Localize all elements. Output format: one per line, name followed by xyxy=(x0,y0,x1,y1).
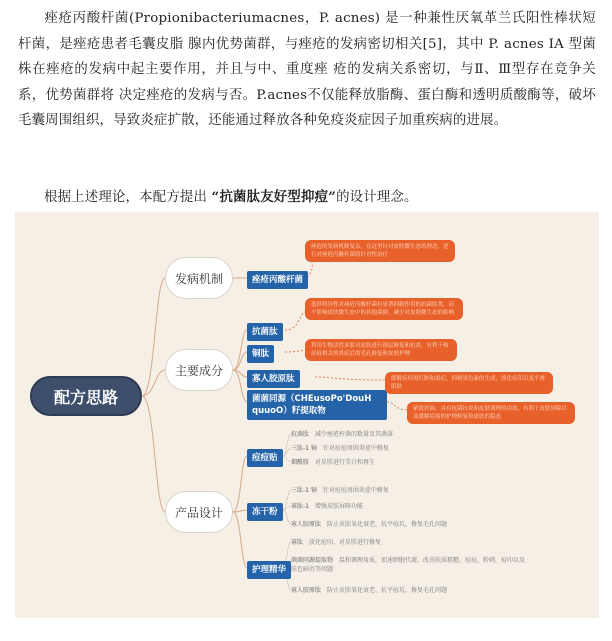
design-item-name: 烟酰胺 xyxy=(291,459,310,466)
design-item-desc: 对皮肤进行美白和再生 xyxy=(315,459,376,466)
node-pacnes: 痤疮丙酸杆菌 xyxy=(247,271,308,289)
concept-tail-text: 的设计理念。 xyxy=(336,190,418,205)
design-item xyxy=(291,538,381,547)
node-acne-patch: 痘痘贴 xyxy=(247,449,283,467)
design-item xyxy=(291,520,447,529)
design-item-name: 寡肽 xyxy=(291,539,304,546)
design-item xyxy=(291,502,363,511)
design-item-desc: 减少痤疮杆菌的数量及其菌落 xyxy=(315,431,394,438)
category-mechanism: 发病机制 xyxy=(165,257,233,299)
design-item-name: 寡人胶原肽 xyxy=(291,587,322,594)
design-item-name: 三肽-1 铜 xyxy=(291,445,317,452)
design-item-desc: 防止皮肤氧化衰老，抗平痘坑，修复毛孔问题 xyxy=(327,587,448,594)
node-care-essence: 护理精华 xyxy=(247,561,291,579)
node-antimicrobial-peptide: 抗菌肽 xyxy=(247,323,283,341)
concept-highlight: “抗菌肽友好型抑痘” xyxy=(211,189,337,205)
mindmap-root: 配方思路 xyxy=(30,376,142,416)
paragraph-concept xyxy=(18,185,596,211)
paragraph-intro xyxy=(18,6,596,134)
design-item-desc: 针对痘痘周围炎症中修复 xyxy=(322,445,389,452)
paragraph-intro-text: 痤疮丙酸杆菌(Propionibacteriumacnes，P. acnes) 是一种兼性厌氧革兰氏阳性棒状短杆菌，是痤疮患者毛囊皮脂 腺内优势菌群，与痤疮的发病密切相关[5]，其中 P. acnes IA 型菌株在痤疮的发病中起主要作用，并且与中、重度痤 疮的发病关系密切，与Ⅱ、Ⅲ型存在竞争关系，优势菌群将 决定痤疮的发病与否。P.acnes不仅能释放脂酶、蛋白酶和透明质酸酶等，破坏毛囊周围组织，导致炎症扩散，还能通过释放各种免疫炎症因子加重疾病的进展。 xyxy=(18,11,596,129)
design-item xyxy=(291,556,531,574)
note-ginseng-extract: 紧致控油，具有抗菌抗炎和皮肤调理的功效，有利于皮肤屏障以及缓解痘痕的护理修复和皮肤的稳态 xyxy=(407,402,575,424)
formula-mindmap xyxy=(15,212,599,618)
design-item-name: 菌菌同源提取物 xyxy=(291,557,334,564)
category-ingredients: 主要成分 xyxy=(165,349,233,391)
category-design: 产品设计 xyxy=(165,491,233,533)
design-item xyxy=(291,444,389,453)
note-antimicrobial: 选择特异性对痤疮丙酸杆菌有显著抑制作用的抗菌肽类，而不影响皮肤微生态中的其他菌群，减少对皮肤微生态的影响 xyxy=(305,298,463,320)
design-item-desc: 温和调理角质，加速细胞代谢，改善肤质粗糙、痘痘，粉刺，痘印以及肤色暗沉等问题 xyxy=(291,557,526,573)
node-collagen-peptide: 寡人胶原肽 xyxy=(247,370,300,388)
note-copper-peptide: 利用生物活性多肽对皮肤进行深层修复和抗炎，有利于和痘痕相关的炎症后的毛孔修复和皮肤护理 xyxy=(305,339,457,361)
node-ginseng-extract: 菌菌同源（CHEusoPo'DouH quuoO）籽提取物 xyxy=(247,390,387,420)
note-mechanism: 痤疮的发病机制复杂，在这里针对皮肤微生态的理念，进行对痤疮丙酸杆菌的针对性治疗 xyxy=(305,240,455,262)
design-item-desc: 防止皮肤氧化衰老，抗平痘坑，修复毛孔问题 xyxy=(327,521,448,528)
concept-lead-text: 根据上述理论，本配方提出 xyxy=(44,190,212,205)
design-item-desc: 针对痘痘周围炎症中修复 xyxy=(322,487,389,494)
design-item xyxy=(291,430,393,439)
design-item-name: 寡人胶原肽 xyxy=(291,521,322,528)
design-item xyxy=(291,586,447,595)
design-item-name: 抗菌肽 xyxy=(291,431,310,438)
design-item-desc: 增强皮肤屏障功能 xyxy=(315,503,364,510)
design-item xyxy=(291,486,389,495)
node-copper-peptide: 铜肽 xyxy=(247,345,274,363)
design-item-name: 寡肽-1 xyxy=(291,503,309,510)
design-item-desc: 淡化痘印，对皮肤进行修复 xyxy=(309,539,382,546)
design-item-name: 三肽-1 铜 xyxy=(291,487,317,494)
design-item xyxy=(291,458,375,467)
note-collagen-peptide: 缓解痘痘的红肿和炎症，抑制黑色素的生成，淡化痘印以及平滑肌肤 xyxy=(385,372,553,394)
node-lyophilized-powder: 冻干粉 xyxy=(247,503,283,521)
